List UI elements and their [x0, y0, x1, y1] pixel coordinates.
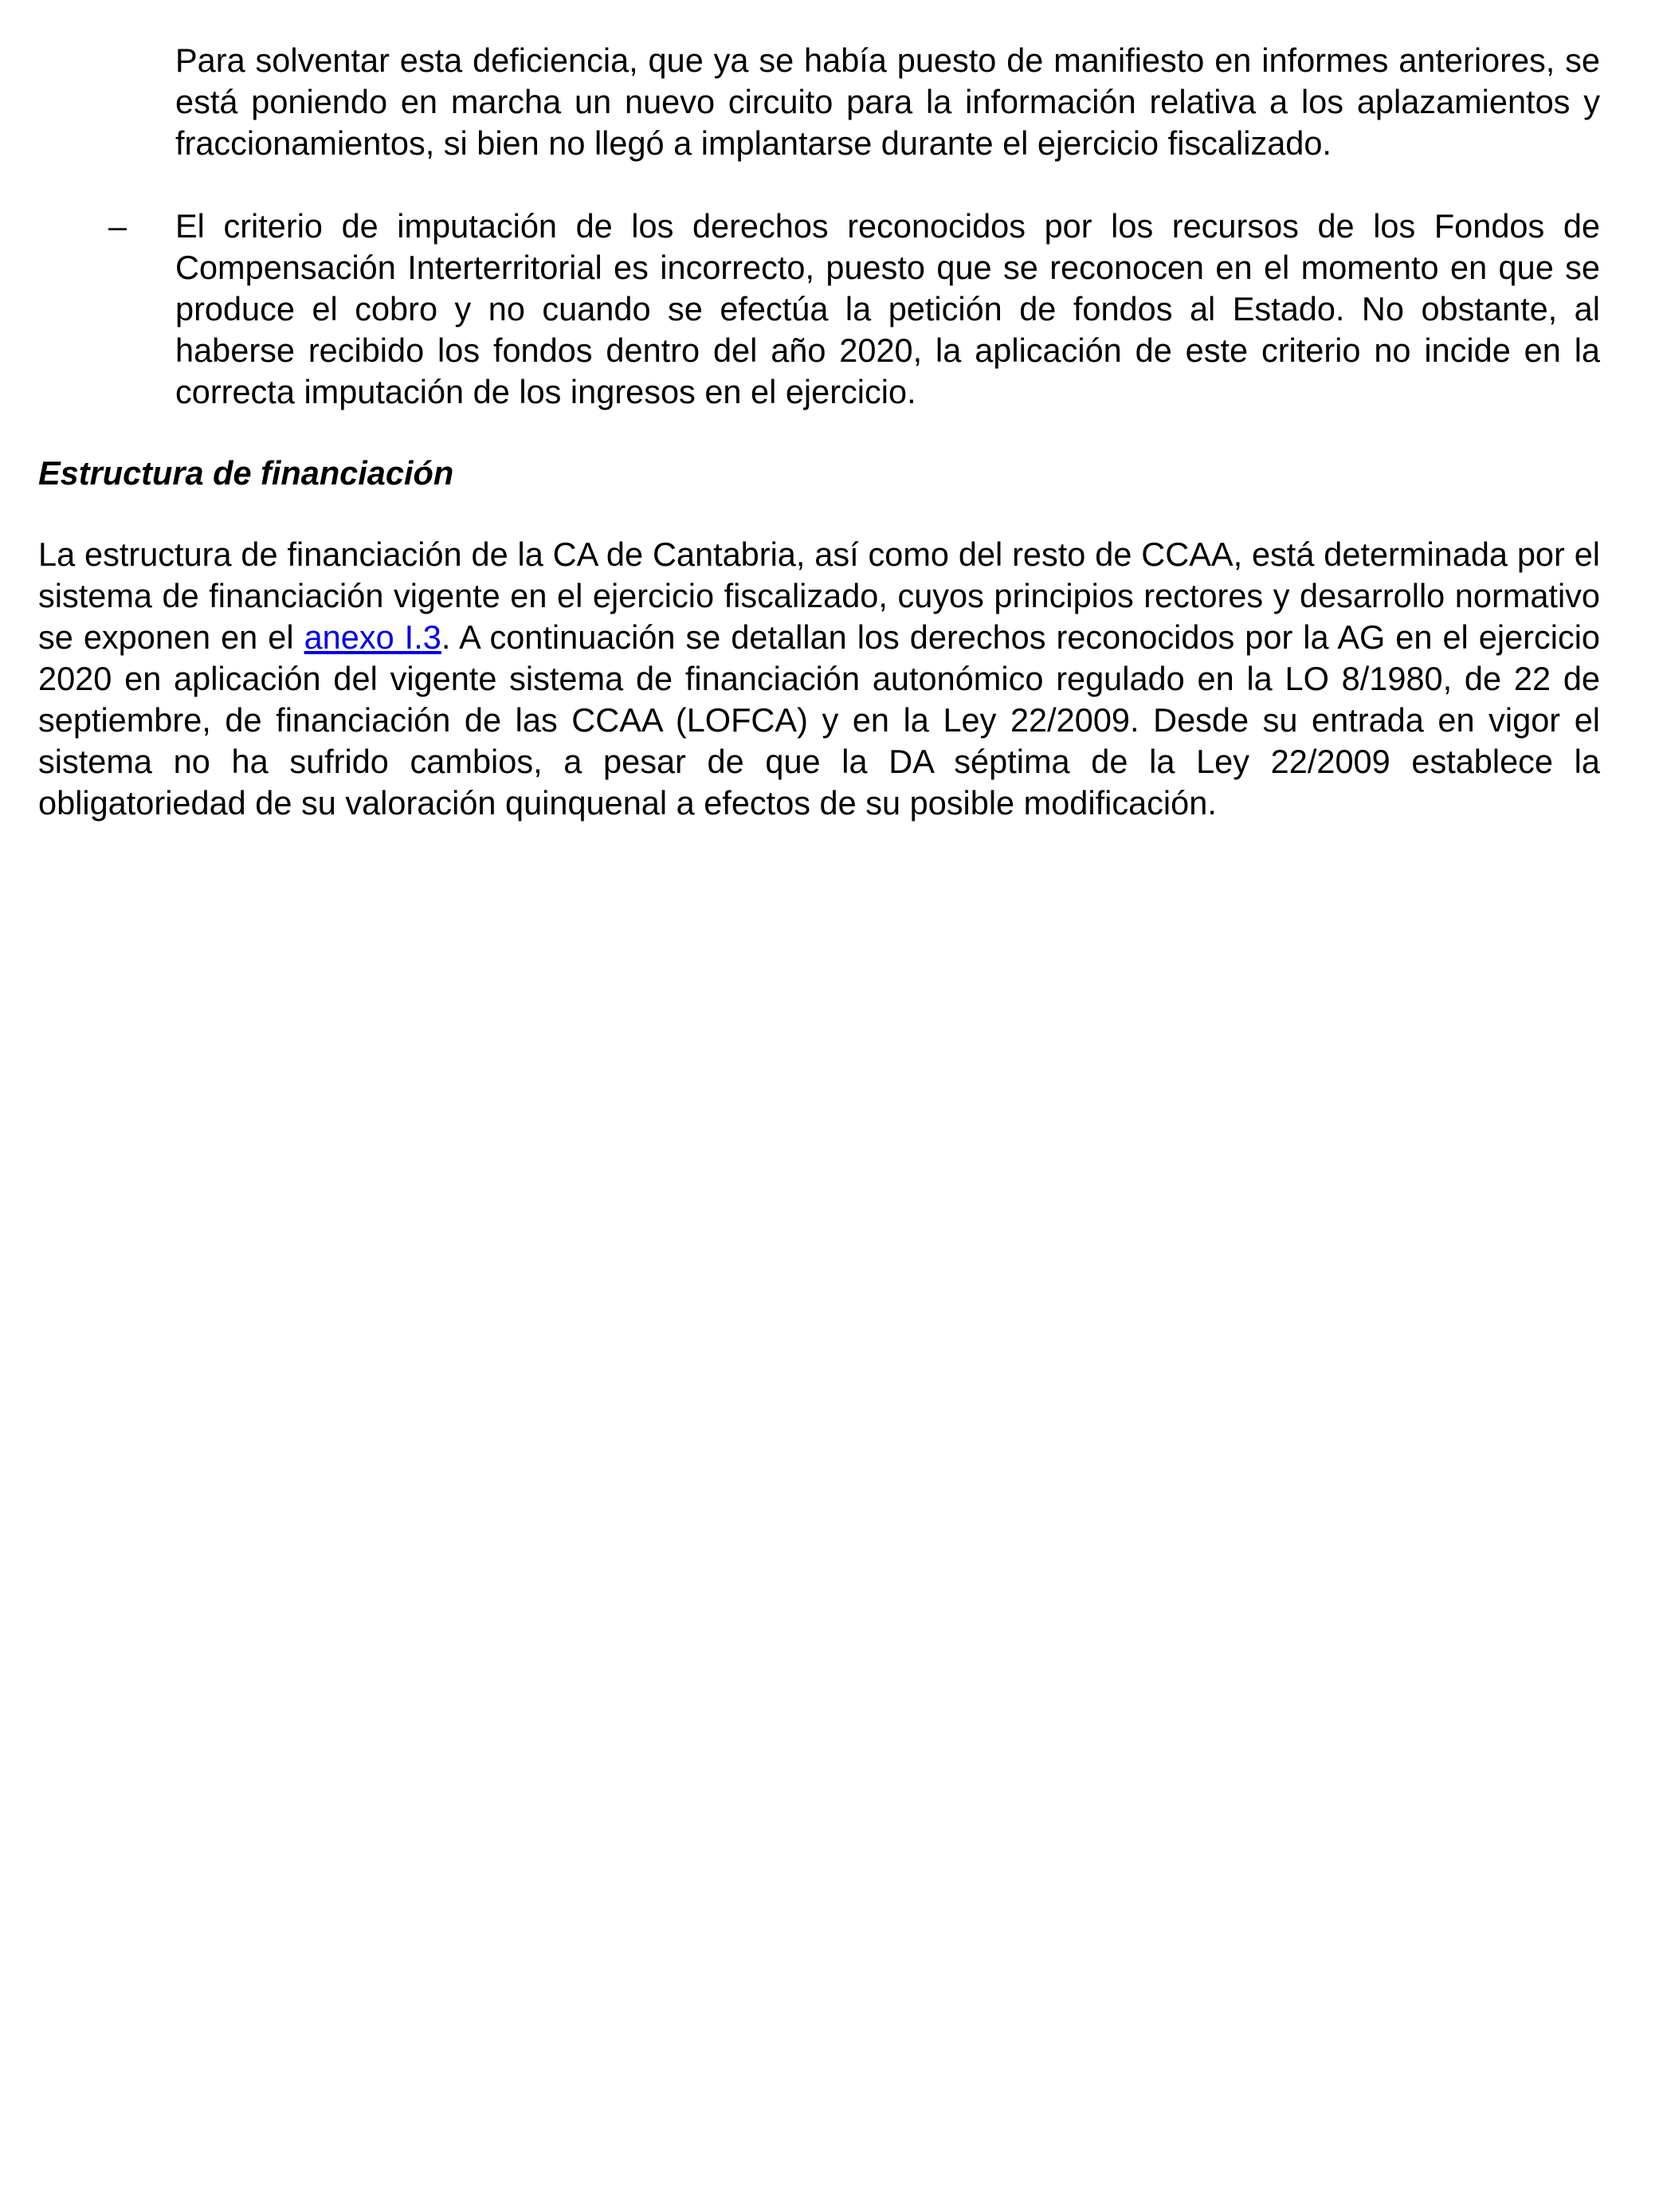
annex-link[interactable]: anexo I.3 — [304, 618, 441, 656]
bullet-dash-marker: – — [108, 207, 127, 245]
section-text-before-link: La estructura de financiación de la CA de Cantabria, así como del resto de CCAA, está determinada por el sistema de financiación vigente en el ejercicio fiscalizado, cuyos principios rectores y desarrollo normativo se exponen en el — [38, 535, 1600, 656]
section-heading: Estructura de financiación — [38, 454, 454, 492]
bullet-item — [38, 206, 1600, 413]
document-page — [38, 40, 1600, 824]
continuation-paragraph: Para solventar esta deficiencia, que ya se había puesto de manifiesto en informes anteriores, se está poniendo en marcha un nuevo circuito para la información relativa a los aplazamientos y fraccionamientos, si bien no llegó a implantarse durante el ejercicio fiscalizado. — [175, 41, 1600, 162]
bullet-text: El criterio de imputación de los derechos reconocidos por los recursos de los Fondos de Compensación Interterritorial es incorrecto, puesto que se reconocen en el momento en que se produce el cobro y no cuando se efectúa la petición de fondos al Estado. No obstante, al haberse recibido los fondos dentro del año 2020, la aplicación de este criterio no incide en la correcta imputación de los ingresos en el ejercicio. — [175, 207, 1600, 410]
section-body-paragraph — [38, 534, 1600, 824]
section-text-after-link: . A continuación se detallan los derechos reconocidos por la AG en el ejercicio 2020 en aplicación del vigente sistema de financiación autonómico regulado en la LO 8/1980, de 22 de septiembre, de financiación de las CCAA (LOFCA) y en la Ley 22/2009. Desde su entrada en vigor el sistema no ha sufrido cambios, a pesar de que la DA séptima de la Ley 22/2009 establece la obligatoriedad de su valoración quinquenal a efectos de su posible modificación. — [38, 618, 1600, 822]
